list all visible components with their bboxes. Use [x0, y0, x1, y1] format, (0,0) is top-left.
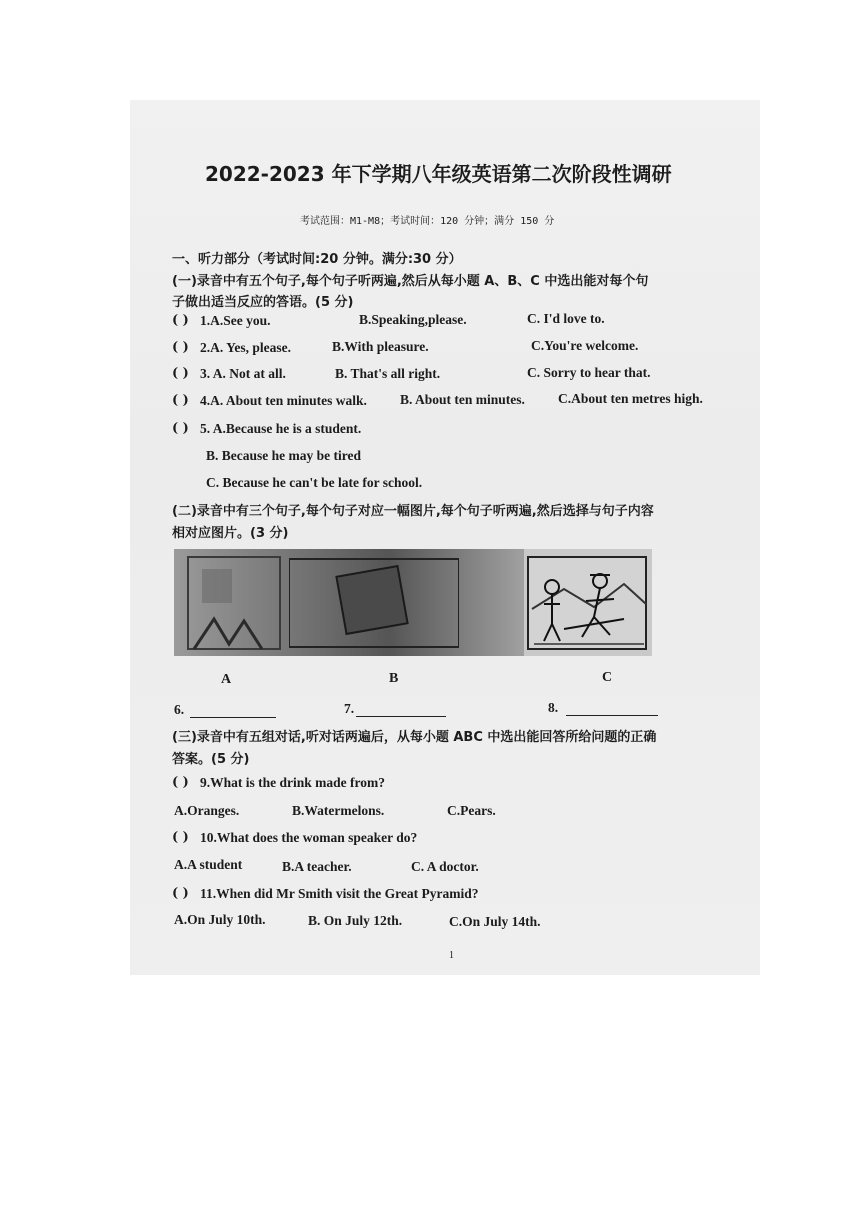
question-11-option-c: C.On July 14th. — [449, 914, 541, 929]
question-1-option-c: C. I'd love to. — [527, 311, 605, 326]
answer-bracket: ( ) — [172, 340, 189, 355]
picture-strip — [174, 549, 652, 656]
question-10-stem: 10.What does the woman speaker do? — [200, 830, 418, 845]
question-9-option-c: C.Pears. — [447, 803, 496, 818]
question-5-option-b: B. Because he may be tired — [206, 448, 361, 463]
answer-blank-7[interactable] — [356, 716, 446, 717]
part3-instruction-line1: (三)录音中有五组对话,听对话两遍后，从每小题 ABC 中选出能回答所给问题的正确 — [172, 730, 657, 745]
question-4-option-a: 4.A. About ten minutes walk. — [200, 393, 367, 408]
exam-title: 2022-2023 年下学期八年级英语第二次阶段性调研 — [205, 162, 672, 186]
page-number: 1 — [449, 950, 454, 961]
question-3-option-a: 3. A. Not at all. — [200, 366, 286, 381]
question-5-option-a: 5. A.Because he is a student. — [200, 421, 362, 436]
answer-blank-8[interactable] — [566, 715, 658, 716]
answer-bracket: ( ) — [172, 366, 189, 381]
question-2-option-a: 2.A. Yes, please. — [200, 340, 291, 355]
answer-bracket: ( ) — [172, 830, 189, 845]
answer-bracket: ( ) — [172, 313, 189, 328]
question-3-option-c: C. Sorry to hear that. — [527, 365, 651, 380]
question-9-option-b: B.Watermelons. — [292, 803, 385, 818]
question-9-stem: 9.What is the drink made from? — [200, 775, 386, 790]
answer-bracket: ( ) — [172, 886, 189, 901]
answer-number-6: 6. — [174, 702, 185, 717]
question-11-option-a: A.On July 10th. — [174, 912, 266, 927]
part1-instruction-line1: (一)录音中有五个句子,每个句子听两遍,然后从每小题 A、B、C 中选出能对每个句 — [172, 274, 649, 289]
question-10-option-c: C. A doctor. — [411, 859, 479, 874]
question-3-option-b: B. That's all right. — [335, 366, 441, 381]
part1-instruction-line2: 子做出适当反应的答语。(5 分) — [172, 295, 354, 310]
question-11-option-b: B. On July 12th. — [308, 913, 403, 928]
question-4-option-b: B. About ten minutes. — [400, 392, 525, 407]
question-2-option-c: C.You're welcome. — [531, 338, 639, 353]
exam-info: 考试范围：M1-M8；考试时间：120 分钟；满分 150 分 — [300, 216, 555, 227]
answer-bracket: ( ) — [172, 393, 189, 408]
question-2-option-b: B.With pleasure. — [332, 339, 429, 354]
picture-a — [174, 549, 294, 656]
answer-bracket: ( ) — [172, 421, 189, 436]
picture-c — [524, 549, 652, 656]
answer-blank-6[interactable] — [190, 717, 276, 718]
question-10-option-a: A.A student — [174, 857, 243, 872]
answer-number-8: 8. — [548, 700, 559, 715]
section-heading: 一、听力部分（考试时间:20 分钟。满分:30 分） — [172, 252, 462, 267]
part2-instruction-line2: 相对应图片。(3 分) — [172, 526, 289, 541]
question-10-option-b: B.A teacher. — [282, 859, 352, 874]
question-4-option-c: C.About ten metres high. — [558, 391, 703, 406]
answer-bracket: ( ) — [172, 775, 189, 790]
picture-label-a: A — [221, 672, 232, 687]
question-5-option-c: C. Because he can't be late for school. — [206, 475, 423, 490]
question-1-option-b: B.Speaking,please. — [359, 312, 467, 327]
question-11-stem: 11.When did Mr Smith visit the Great Pyramid? — [200, 886, 479, 901]
part3-instruction-line2: 答案。(5 分) — [172, 752, 250, 767]
picture-label-c: C — [602, 670, 613, 685]
question-9-option-a: A.Oranges. — [174, 803, 240, 818]
picture-label-b: B — [389, 671, 399, 686]
part2-instruction-line1: (二)录音中有三个句子,每个句子对应一幅图片,每个句子听两遍,然后选择与句子内容 — [172, 504, 654, 519]
question-1-option-a: 1.A.See you. — [200, 313, 271, 328]
picture-b — [289, 549, 459, 656]
answer-number-7: 7. — [344, 701, 355, 716]
